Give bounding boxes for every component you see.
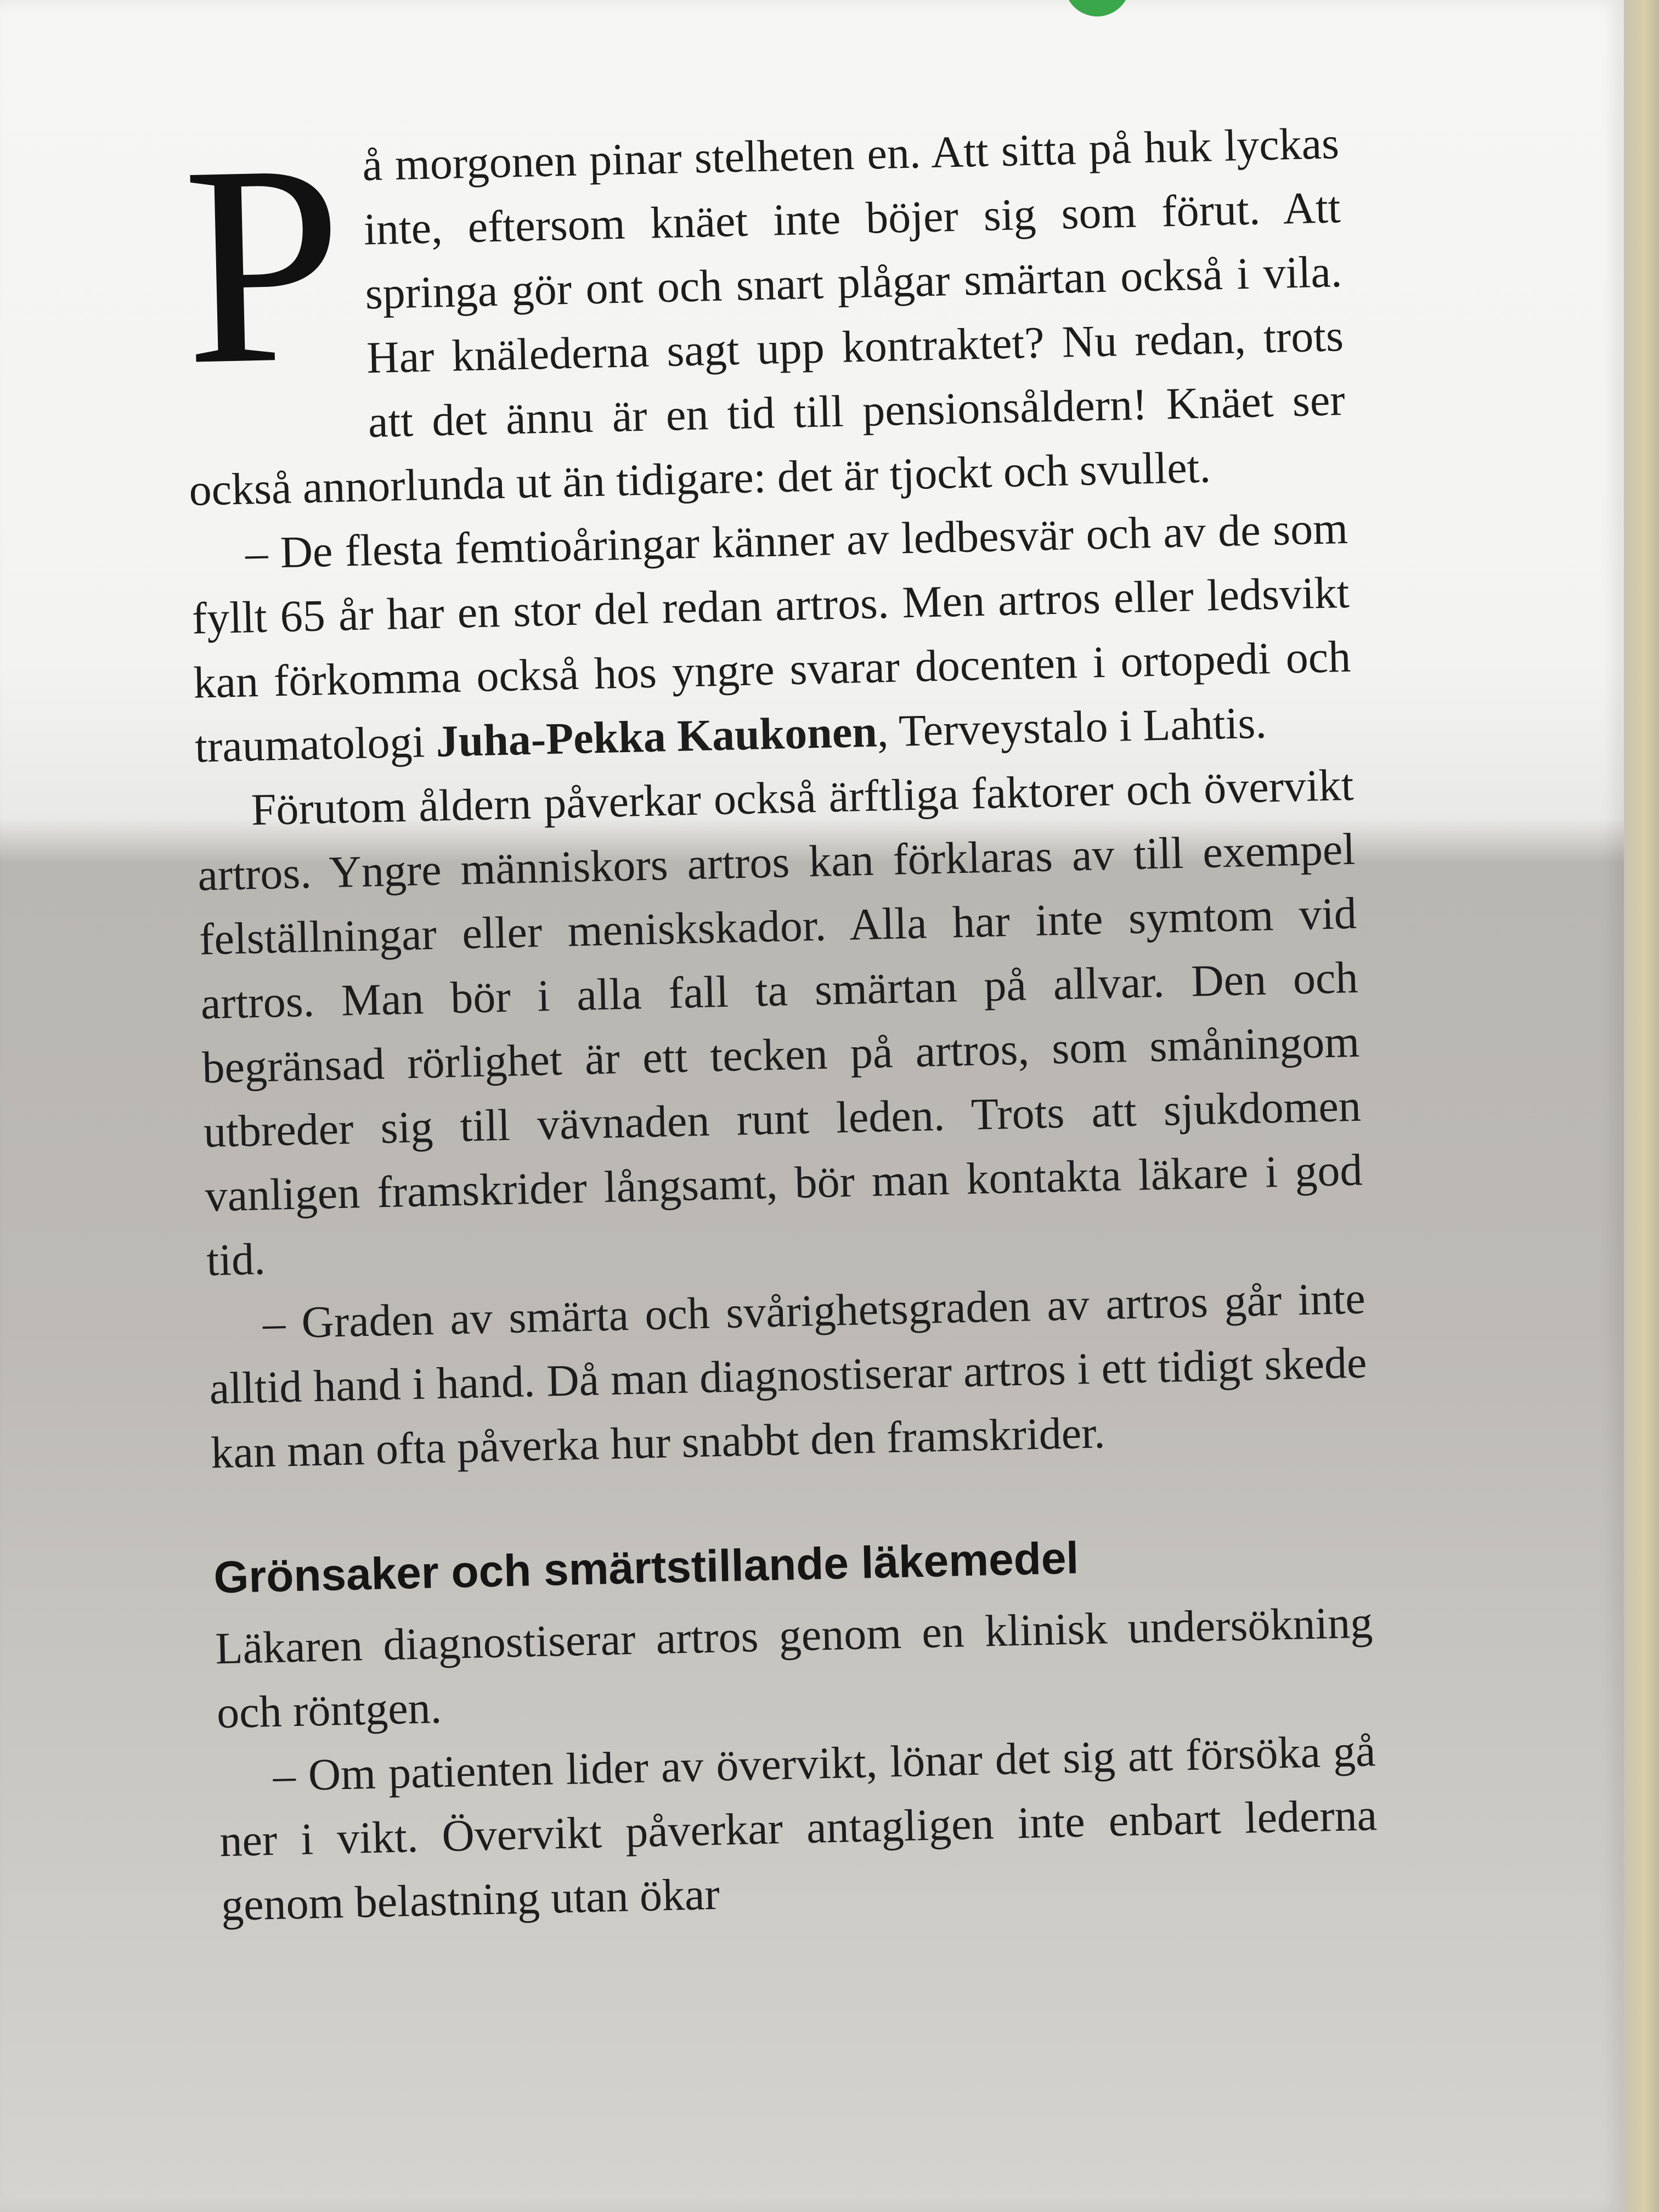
page-edge bbox=[1624, 0, 1659, 2212]
article-body bbox=[180, 105, 1379, 1937]
green-decoration bbox=[1064, 0, 1130, 16]
paragraph-causes: Förutom åldern påverkar också ärftliga faktorer och övervikt artros. Yngre människors artros kan förklaras av till exempel felställningar eller meniskskador. Alla har inte symtom vid artros. Man bör i alla fall ta smärtan på allvar. Den och begränsad rörlighet är ett tecken på artros, som småningom utbreder sig till vävnaden runt leden. Trots att sjukdomen vanligen framskrider långsamt, bör man kontakta läkare i god tid. bbox=[197, 759, 1363, 1285]
paragraph-quote-1 bbox=[190, 496, 1353, 779]
drop-cap: P bbox=[180, 105, 346, 424]
paragraph-intro: å morgonen pinar stelheten en. Att sitta på huk lyckas inte, eftersom knäet inte böjer sig som förut. Att springa gör ont och snart plågar smärtan också i vila. Har knälederna sagt upp kontraktet? Nu redan, trots att det ännu är en tid till pensionsåldern! Knäet ser också annorlunda ut än tidigare: det är tjockt och svullet. bbox=[188, 118, 1346, 515]
paragraph-quote-3: – Om patienten lider av övervikt, lönar det sig att försöka gå ner i vikt. Övervikt påverkar antagligen inte enbart lederna genom belastning utan ökar bbox=[219, 1725, 1378, 1931]
doctor-name: Juha-Pekka Kaukonen bbox=[435, 706, 878, 766]
paragraph-diagnosis: Läkaren diagnostiserar artros genom en klinisk undersökning och röntgen. bbox=[215, 1597, 1374, 1738]
quote-1-end: , Terveystalo i Lahtis. bbox=[876, 697, 1267, 757]
quote-1-start: – De flesta femtioåringar känner av ledbesvär och av de som fyllt 65 år har en stor del redan artros. Men artros eller ledsvikt kan förkomma också hos yngre svarar docenten i ortopedi och traumatologi bbox=[191, 503, 1352, 772]
paragraph-quote-2: – Graden av smärta och svårighetsgraden av artros går inte alltid hand i hand. Då man diagnostiserar artros i ett tidigt skede kan man ofta påverka hur snabbt den framskrider. bbox=[208, 1273, 1368, 1478]
section-heading: Grönsaker och smärtstillande läkemedel bbox=[213, 1533, 1080, 1603]
